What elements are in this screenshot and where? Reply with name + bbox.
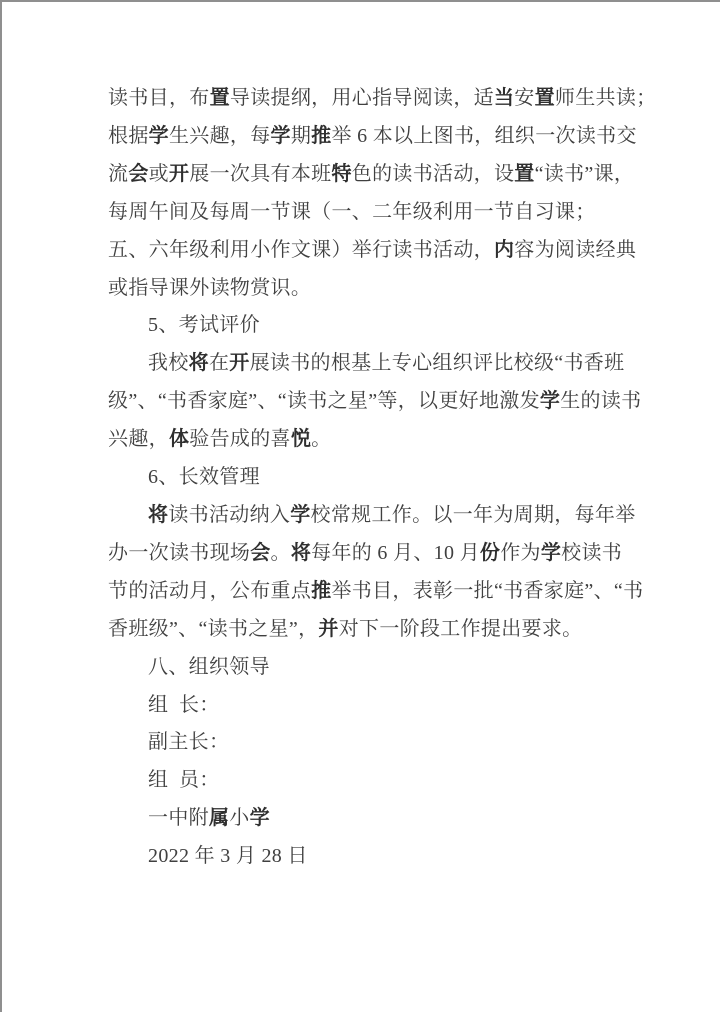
body-line: 兴趣，体验告成的喜悦。 (108, 428, 332, 451)
body-line: 五、六年级利用小作文课）举行读书活动，内容为阅读经典 (108, 238, 637, 261)
role-line: 组 员： (148, 769, 220, 792)
body-line: 读书目，布置导读提纲，用心指导阅读，适当安置师生共读； (108, 87, 657, 109)
signature-line: 一中附属小学 (148, 807, 270, 830)
role-line: 组 长： (148, 693, 220, 716)
date-line: 2022 年 3 月 28 日 (148, 845, 308, 868)
body-line: 我校将在开展读书的根基上专心组织评比校级“书香班 (148, 352, 625, 375)
page-border-top (0, 0, 720, 2)
section-heading: 5、考试评价 (148, 314, 260, 337)
body-line: 香班级”、“读书之星”，并对下一阶段工作提出要求。 (108, 617, 583, 640)
body-line: 根据学生兴趣，每学期推举 6 本以上图书，组织一次读书交 (108, 124, 637, 147)
body-line: 办一次读书现场会。将每年的 6 月、10 月份作为学校读书 (108, 541, 623, 564)
body-line: 每周午间及每周一节课（一、二年级利用一节自习课； (108, 200, 596, 223)
page-border-left (0, 0, 2, 1012)
document-body (108, 80, 656, 876)
body-line: 将读书活动纳入学校常规工作。以一年为周期，每年举 (148, 503, 636, 526)
body-line: 节的活动月，公布重点推举书目，表彰一批“书香家庭”、“书 (108, 579, 644, 602)
body-line: 或指导课外读物赏识。 (108, 276, 312, 299)
section-heading: 6、长效管理 (148, 466, 260, 489)
role-line: 副主长： (148, 731, 230, 754)
section-heading: 八、组织领导 (148, 655, 270, 678)
body-line: 级”、“书香家庭”、“读书之星”等，以更好地激发学生的读书 (108, 390, 642, 413)
body-line: 流会或开展一次具有本班特色的读书活动，设置“读书”课， (108, 162, 635, 185)
